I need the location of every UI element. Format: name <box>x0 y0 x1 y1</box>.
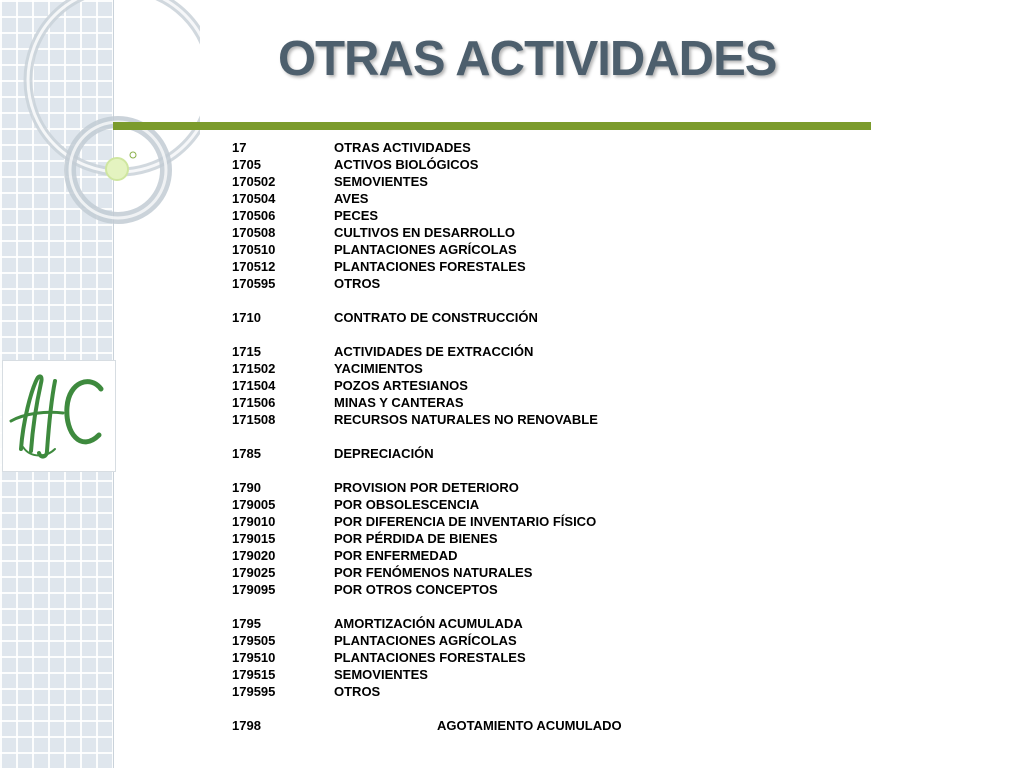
account-name: YACIMIENTOS <box>334 361 423 376</box>
account-name: OTRAS ACTIVIDADES <box>334 140 471 155</box>
decorative-rings <box>0 0 200 300</box>
account-name: POZOS ARTESIANOS <box>334 378 468 393</box>
account-code: 170595 <box>232 276 276 291</box>
account-code: 171504 <box>232 378 276 393</box>
account-code: 179505 <box>232 633 276 648</box>
account-name: PLANTACIONES FORESTALES <box>334 650 526 665</box>
account-code: 179005 <box>232 497 276 512</box>
account-name: POR PÉRDIDA DE BIENES <box>334 531 498 546</box>
account-code: 179595 <box>232 684 276 699</box>
account-code: 1705 <box>232 157 261 172</box>
account-code: 1798 <box>232 718 261 733</box>
account-code: 1790 <box>232 480 261 495</box>
account-name: PLANTACIONES FORESTALES <box>334 259 526 274</box>
account-name: CULTIVOS EN DESARROLLO <box>334 225 516 240</box>
account-code: 17 <box>232 140 247 155</box>
account-name: SEMOVIENTES <box>334 174 428 189</box>
account-code: 170504 <box>232 191 276 206</box>
account-code: 179020 <box>232 548 276 563</box>
account-name: SEMOVIENTES <box>334 667 428 682</box>
account-name: OTROS <box>334 276 381 291</box>
account-name: ACTIVOS BIOLÓGICOS <box>334 157 479 172</box>
account-name: AVES <box>334 191 369 206</box>
account-name: CONTRATO DE CONSTRUCCIÓN <box>334 310 538 325</box>
account-name: DEPRECIACIÓN <box>334 446 434 461</box>
account-name: RECURSOS NATURALES NO RENOVABLE <box>334 412 598 427</box>
account-name: ACTIVIDADES DE EXTRACCIÓN <box>334 344 534 359</box>
account-name: POR OTROS CONCEPTOS <box>334 582 498 597</box>
account-code: 170502 <box>232 174 276 189</box>
account-name: POR DIFERENCIA DE INVENTARIO FÍSICO <box>334 514 597 529</box>
account-code: 171506 <box>232 395 276 410</box>
account-name: OTROS <box>334 684 381 699</box>
account-name: POR OBSOLESCENCIA <box>334 497 480 512</box>
account-name: PECES <box>334 208 379 223</box>
account-name: AGOTAMIENTO ACUMULADO <box>437 718 622 733</box>
account-code: 179515 <box>232 667 276 682</box>
account-name: POR ENFERMEDAD <box>334 548 458 563</box>
logo <box>2 360 116 472</box>
account-name: PLANTACIONES AGRÍCOLAS <box>334 242 517 257</box>
account-code: 170512 <box>232 259 276 274</box>
hc-monogram-icon <box>3 361 115 471</box>
page-title: OTRAS ACTIVIDADES <box>278 32 777 86</box>
title-divider <box>113 122 871 130</box>
account-name: PLANTACIONES AGRÍCOLAS <box>334 633 517 648</box>
small-dot-icon <box>130 152 136 158</box>
account-code: 179010 <box>232 514 276 529</box>
account-code: 179015 <box>232 531 276 546</box>
account-code: 179025 <box>232 565 276 580</box>
account-name: MINAS Y CANTERAS <box>334 395 464 410</box>
account-code: 171502 <box>232 361 276 376</box>
account-code: 1785 <box>232 446 261 461</box>
account-code: 1710 <box>232 310 261 325</box>
account-name: PROVISION POR DETERIORO <box>334 480 519 495</box>
account-name: POR FENÓMENOS NATURALES <box>334 565 533 580</box>
account-code: 170506 <box>232 208 276 223</box>
account-code: 179095 <box>232 582 276 597</box>
account-code: 179510 <box>232 650 276 665</box>
account-code: 170510 <box>232 242 276 257</box>
account-code: 170508 <box>232 225 276 240</box>
account-code: 1715 <box>232 344 261 359</box>
green-dot-icon <box>106 158 128 180</box>
account-name: AMORTIZACIÓN ACUMULADA <box>334 616 523 631</box>
account-code: 171508 <box>232 412 276 427</box>
account-code: 1795 <box>232 616 261 631</box>
